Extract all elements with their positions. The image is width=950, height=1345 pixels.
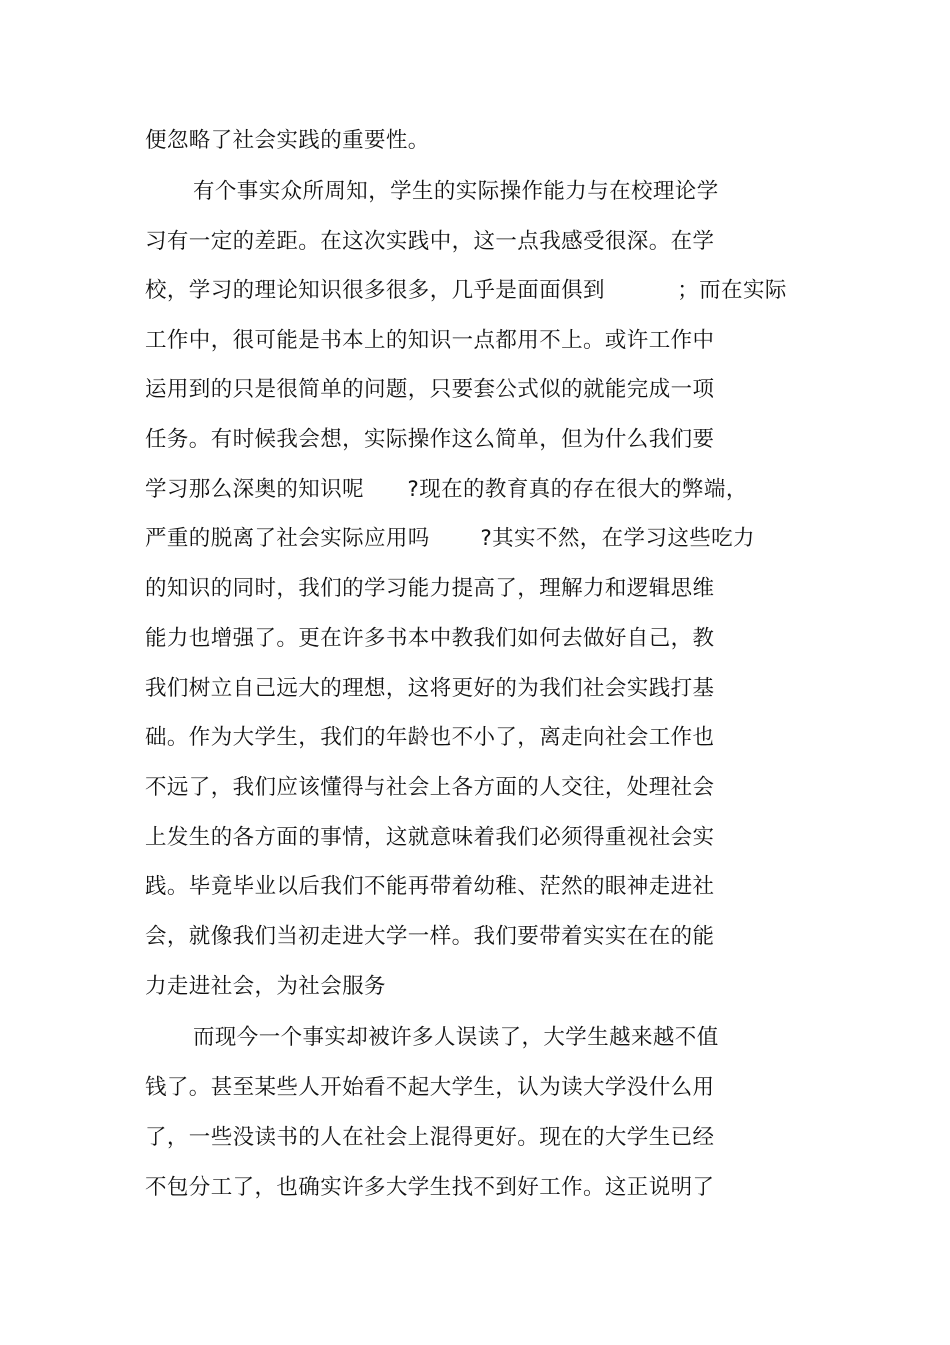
text-line: 习有一定的差距。在这次实践中，这一点我感受很深。在学 xyxy=(145,229,715,254)
text-line: 校，学习的理论知识很多很多，几乎是面面俱到 ；而在实际 xyxy=(145,278,787,303)
text-line: 会，就像我们当初走进大学一样。我们要带着实实在在的能 xyxy=(145,924,715,949)
text-line: 我们树立自己远大的理想，这将更好的为我们社会实践打基 xyxy=(145,676,715,701)
text-line: 力走进社会，为社会服务 xyxy=(145,974,386,999)
paragraph-start-line: 而现今一个事实却被许多人误读了，大学生越来越不值 xyxy=(193,1025,719,1050)
text-line: 践。毕竟毕业以后我们不能再带着幼稚、茫然的眼神走进社 xyxy=(145,874,715,899)
text-line: 钱了。甚至某些人开始看不起大学生，认为读大学没什么用 xyxy=(145,1075,715,1100)
text-line: 础。作为大学生，我们的年龄也不小了，离走向社会工作也 xyxy=(145,725,715,750)
text-line: 了，一些没读书的人在社会上混得更好。现在的大学生已经 xyxy=(145,1125,715,1150)
text-line: 任务。有时候我会想，实际操作这么简单，但为什么我们要 xyxy=(145,427,715,452)
text-line: 能力也增强了。更在许多书本中教我们如何去做好自己，教 xyxy=(145,626,715,651)
text-line: 不包分工了，也确实许多大学生找不到好工作。这正说明了 xyxy=(145,1175,715,1200)
paragraph-start-line: 有个事实众所周知，学生的实际操作能力与在校理论学 xyxy=(193,179,719,204)
text-line: 运用到的只是很简单的问题，只要套公式似的就能完成一项 xyxy=(145,377,715,402)
text-line: 不远了，我们应该懂得与社会上各方面的人交往，处理社会 xyxy=(145,775,715,800)
text-line: 的知识的同时，我们的学习能力提高了，理解力和逻辑思维 xyxy=(145,576,715,601)
text-line: 工作中，很可能是书本上的知识一点都用不上。或许工作中 xyxy=(145,328,715,353)
text-line: 上发生的各方面的事情，这就意味着我们必须得重视社会实 xyxy=(145,825,715,850)
text-line: 便忽略了社会实践的重要性。 xyxy=(145,128,430,153)
text-line: 学习那么深奥的知识呢 ?现在的教育真的存在很大的弊端， xyxy=(145,477,748,502)
text-line: 严重的脱离了社会实际应用吗 ?其实不然，在学习这些吃力 xyxy=(145,526,755,551)
